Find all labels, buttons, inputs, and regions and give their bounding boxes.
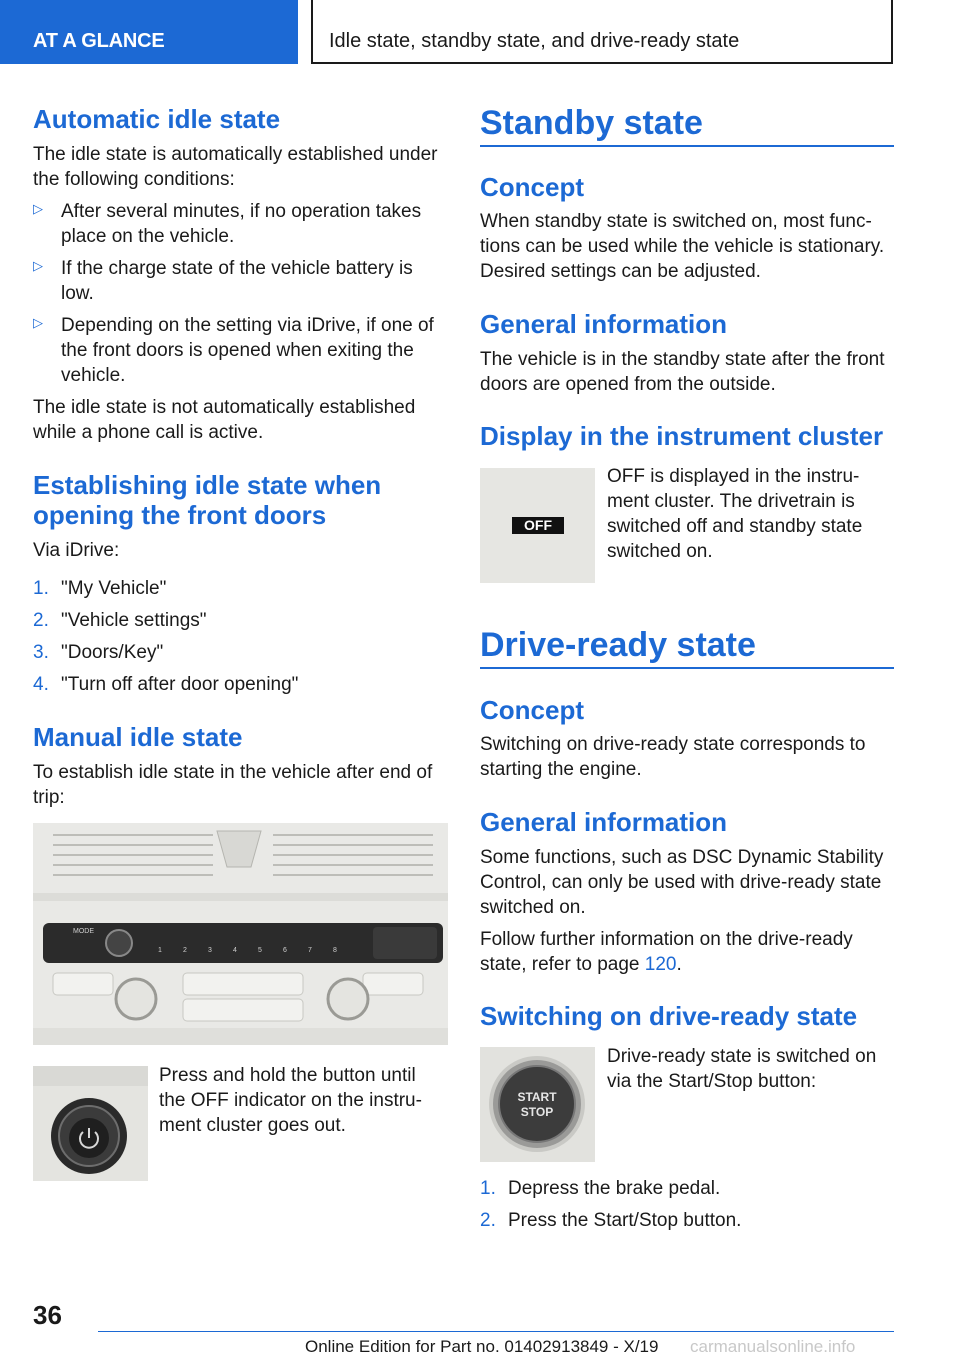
- display-text-line-3: switched off and standby state: [607, 516, 863, 537]
- display-text-line-1: OFF is displayed in the instru-: [607, 466, 860, 487]
- drive-general-line-2: Control, can only be used with drive-ready state: [480, 872, 882, 893]
- step-text: Press the Start/Stop button.: [508, 1210, 742, 1231]
- bullet-line: If the charge state of the vehicle battery is: [61, 258, 413, 279]
- bullet-line: After several minutes, if no operation takes: [61, 201, 422, 222]
- list-item: [33, 640, 433, 665]
- drive-general-line-3: switched on.: [480, 897, 586, 918]
- display-text-line-2: ment cluster. The drivetrain is: [607, 491, 855, 512]
- heading-general-information: General information: [480, 309, 728, 339]
- step-text: "Turn off after door opening": [61, 674, 299, 695]
- auto-idle-intro-line-1: The idle state is automatically established under: [33, 144, 438, 165]
- watermark-site: carmanualsonline.info: [690, 1337, 856, 1356]
- list-item: [33, 672, 433, 697]
- page-reference-link[interactable]: 120: [644, 954, 677, 975]
- preset-5: 5: [258, 947, 262, 954]
- follow-info-line-2: [480, 952, 682, 977]
- standby-general-line-1: The vehicle is in the standby state after the front: [480, 349, 885, 370]
- preset-1: 1: [158, 947, 162, 954]
- start-stop-button-image: [480, 1047, 595, 1162]
- title-standby-state: Standby state: [480, 104, 703, 142]
- heading-general-information: General information: [480, 807, 728, 837]
- auto-idle-note-line-1: The idle state is not automatically established: [33, 397, 416, 418]
- heading-manual-idle: Manual idle state: [33, 722, 243, 752]
- follow-info-text: state, refer to page: [480, 954, 645, 975]
- follow-info-period: .: [676, 954, 682, 975]
- power-button-text-line-2: the OFF indicator on the instru-: [159, 1090, 422, 1111]
- heading-concept: Concept: [480, 172, 584, 202]
- via-idrive-label: Via iDrive:: [33, 540, 120, 561]
- bullet-item: [33, 256, 443, 306]
- step-number: 4.: [33, 674, 49, 695]
- bullet-line: low.: [61, 283, 94, 304]
- manual-idle-intro-line-1: To establish idle state in the vehicle after end of: [33, 762, 433, 783]
- edition-text: Online Edition for Part no. 01402913849 - X/19: [305, 1337, 659, 1356]
- preset-4: 4: [233, 947, 237, 954]
- preset-2: 2: [183, 947, 187, 954]
- step-number: 2.: [480, 1210, 496, 1231]
- mode-label: MODE: [73, 928, 94, 935]
- standby-concept-line-3: Desired settings can be adjusted.: [480, 261, 761, 282]
- bullet-line: the front doors is opened when exiting the: [61, 340, 414, 361]
- page-header: [311, 0, 893, 64]
- off-indicator-image: [480, 468, 595, 583]
- auto-idle-intro-line-2: the following conditions:: [33, 169, 235, 190]
- step-text: "My Vehicle": [61, 578, 167, 599]
- bullet-item: [33, 313, 443, 388]
- standby-concept-line-2: tions can be used while the vehicle is stationary.: [480, 236, 885, 257]
- display-text-line-4: switched on.: [607, 541, 713, 562]
- power-button-text-line-3: ment cluster goes out.: [159, 1115, 346, 1136]
- section-rule: [480, 667, 894, 669]
- list-item: [33, 576, 433, 601]
- preset-7: 7: [308, 947, 312, 954]
- start-label: START: [517, 1090, 557, 1104]
- section-label: AT A GLANCE: [33, 30, 165, 52]
- step-text: Depress the brake pedal.: [508, 1178, 721, 1199]
- switch-text-line-1: Drive-ready state is switched on: [607, 1046, 877, 1067]
- step-number: 2.: [33, 610, 49, 631]
- section-rule: [480, 145, 894, 147]
- list-item: [33, 608, 433, 633]
- preset-6: 6: [283, 947, 287, 954]
- step-number: 1.: [33, 578, 49, 599]
- bullet-line: place on the vehicle.: [61, 226, 235, 247]
- heading-concept: Concept: [480, 695, 584, 725]
- heading-display-instrument-cluster: Display in the instrument cluster: [480, 421, 884, 451]
- standby-general-line-2: doors are opened from the outside.: [480, 374, 776, 395]
- triangle-bullet-icon: ▷: [33, 315, 43, 330]
- heading-front-doors-line-2: opening the front doors: [33, 500, 327, 530]
- stop-label: STOP: [520, 1105, 554, 1119]
- off-indicator: OFF: [512, 517, 564, 534]
- step-number: 3.: [33, 642, 49, 663]
- power-button-image: [33, 1066, 148, 1181]
- drive-general-line-1: Some functions, such as DSC Dynamic Stability: [480, 847, 884, 868]
- list-item: [480, 1208, 880, 1233]
- page-header-title: Idle state, standby state, and drive-ready state: [329, 30, 740, 52]
- center-console-image: [33, 823, 448, 1045]
- drive-concept-line-2: starting the engine.: [480, 759, 642, 780]
- triangle-bullet-icon: ▷: [33, 201, 43, 216]
- section-tab: [0, 0, 298, 64]
- page-number: 36: [33, 1300, 62, 1330]
- list-item: [480, 1176, 880, 1201]
- manual-idle-intro-line-2: trip:: [33, 787, 65, 808]
- follow-info-line-1: Follow further information on the drive-ready: [480, 929, 853, 950]
- step-text: "Doors/Key": [61, 642, 164, 663]
- bullet-line: vehicle.: [61, 365, 126, 386]
- drive-concept-line-1: Switching on drive-ready state corresponds to: [480, 734, 866, 755]
- standby-concept-line-1: When standby state is switched on, most func-: [480, 211, 872, 232]
- step-number: 1.: [480, 1178, 496, 1199]
- bullet-item: [33, 199, 443, 249]
- step-text: "Vehicle settings": [61, 610, 207, 631]
- heading-switching-on-drive-ready: Switching on drive-ready state: [480, 1001, 858, 1031]
- power-button-text-line-1: Press and hold the button until: [159, 1065, 416, 1086]
- title-drive-ready-state: Drive-ready state: [480, 626, 756, 664]
- footer-rule: [98, 1331, 894, 1332]
- bullet-line: Depending on the setting via iDrive, if one of: [61, 315, 434, 336]
- triangle-bullet-icon: ▷: [33, 258, 43, 273]
- auto-idle-note-line-2: while a phone call is active.: [33, 422, 264, 443]
- preset-8: 8: [333, 947, 337, 954]
- heading-front-doors-line-1: Establishing idle state when: [33, 470, 382, 500]
- heading-automatic-idle: Automatic idle state: [33, 104, 281, 134]
- switch-text-line-2: via the Start/Stop button:: [607, 1071, 817, 1092]
- preset-3: 3: [208, 947, 212, 954]
